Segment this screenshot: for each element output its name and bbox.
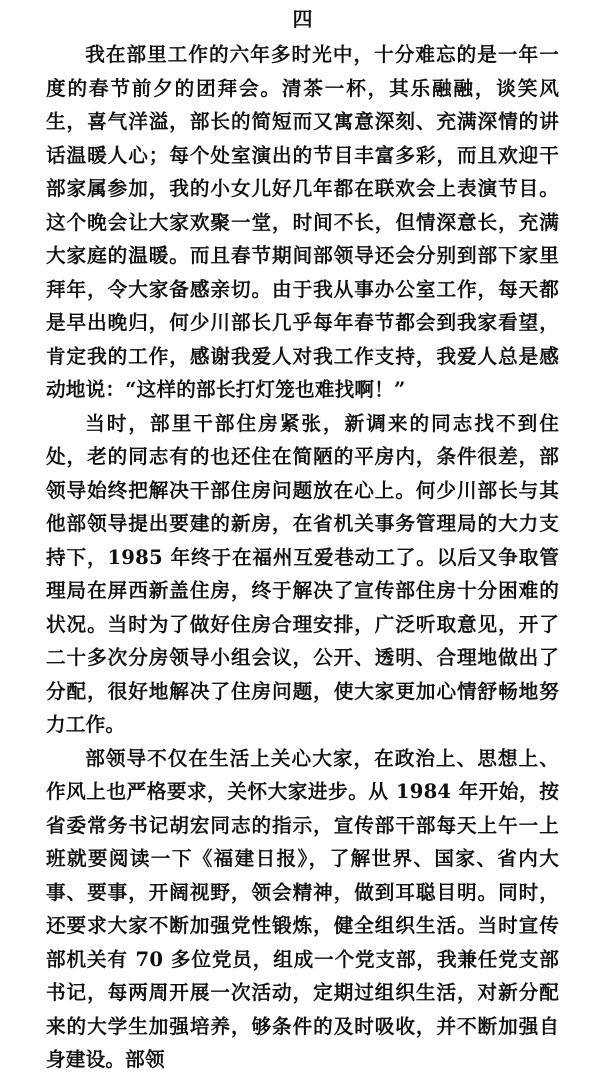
- paragraph-housing: 当时，部里干部住房紧张，新调来的同志找不到住处，老的同志有的也还住在简陋的平房内，条件很差，部领导始终把解决干部住房问题放在心上。何少川部长与其他部领导提出要建的新房，在省机关事务管理局的大力支持下，1985 年终于在福州互爱巷动工了。以后又争取管理局在屏西新盖住房，终于解决了宣传部住房十分困难的状况。当时为了做好住房合理安排，广泛听取意见，开了二十多次分房领导小组会议，公开、透明、合理地做出了分配，很好地解决了住房问题，使大家更加心情舒畅地努力工作。: [46, 411, 559, 736]
- paragraph-political-care: 部领导不仅在生活上关心大家，在政治上、思想上、作风上也严格要求，关怀大家进步。从 1984 年开始，按省委常务书记胡宏同志的指示，宣传部干部每天上午一上班就要阅读一下《福建日报》，了解世界、国家、省内大事、要事，开阔视野，领会精神，做到耳聪目明。同时，还要求大家不断加强党性锻炼，健全组织生活。当时宣传部机关有 70 多位党员，组成一个党支部，我兼任党支部书记，每两周开展一次活动，定期过组织生活，对新分配来的大学生加强培养，够条件的及时吸收，并不断加强自身建设。部领: [46, 746, 559, 1071]
- paragraph-new-year-gathering: 我在部里工作的六年多时光中，十分难忘的是一年一度的春节前夕的团拜会。清茶一杯，其乐融融，谈笑风生，喜气洋溢，部长的简短而又寓意深刻、充满深情的讲话温暖人心；每个处室演出的节目丰富多彩，而且欢迎干部家属参加，我的小女儿好几年都在联欢会上表演节目。这个晚会让大家欢聚一堂，时间不长，但情深意长，充满大家庭的温暖。而且春节期间部领导还会分别到部下家里拜年，令大家备感亲切。由于我从事办公室工作，每天都是早出晚归，何少川部长几乎每年春节都会到我家看望，肯定我的工作，感谢我爱人对我工作支持，我爱人总是感动地说：“这样的部长打灯笼也难找啊！”: [46, 43, 559, 401]
- section-heading: 四: [292, 7, 313, 31]
